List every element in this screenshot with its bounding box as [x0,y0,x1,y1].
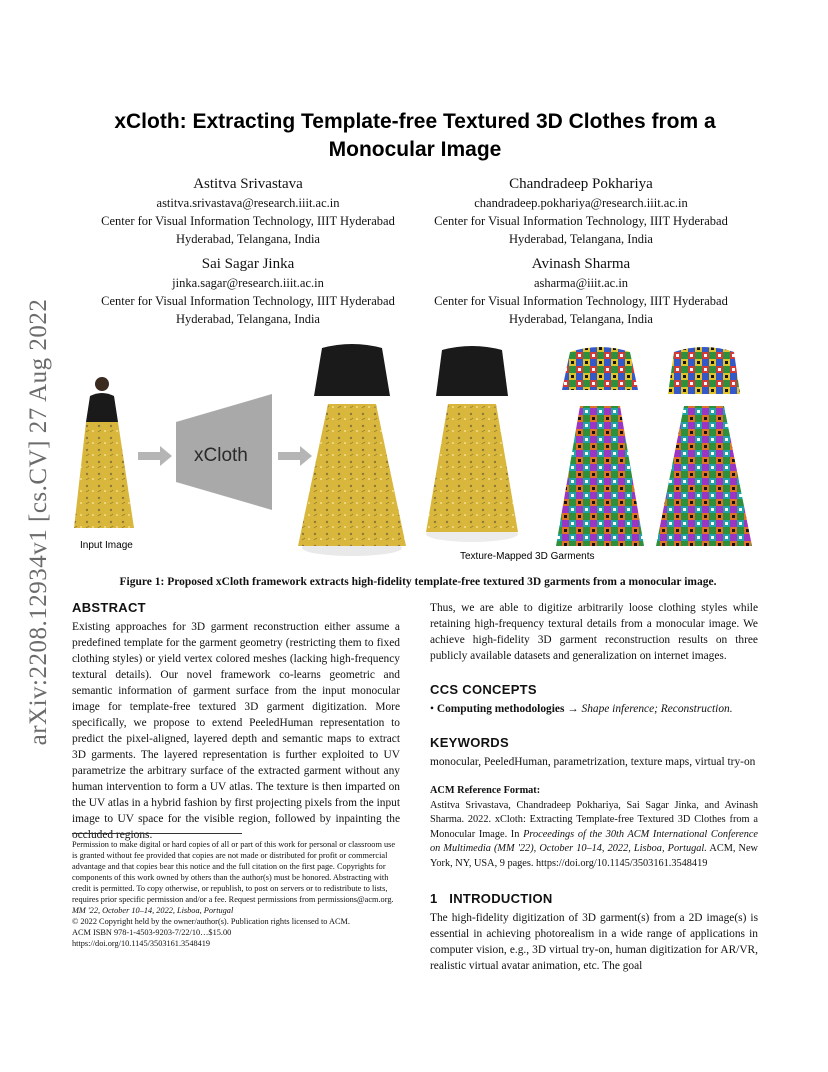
input-image [74,377,134,528]
arxiv-sidebar [27,282,51,762]
left-column [72,600,400,843]
input-image-label: Input Image [80,540,133,551]
author-affiliation: Center for Visual Information Technology, IIIT Hyderabad [434,214,728,228]
ccs-arrow: → [567,703,579,715]
reference-proceedings: Proceedings of the 30th ACM International Conference on Multimedia (MM '22), October 10–14, 2022, Lisboa, Portugal. [430,828,759,854]
conference-venue: MM '22, October 10–14, 2022, Lisboa, Portugal [72,906,234,915]
author-name: Sai Sagar Jinka [201,256,295,272]
garment-render-back [426,346,518,542]
author-affiliation: Center for Visual Information Technology, IIIT Hyderabad [101,214,395,228]
keywords-heading: KEYWORDS [430,735,509,750]
permission-block [72,839,400,949]
arxiv-identifier: arXiv:2208.12934v1 [cs.CV] 27 Aug 2022 [25,298,52,746]
section-number: 1 [430,891,438,906]
paper-title [60,108,770,164]
garment-render-front [298,344,406,556]
author-block-1 [78,174,418,248]
copyright-notice: © 2022 Copyright held by the owner/author(s). Publication rights licensed to ACM. [72,917,350,926]
introduction-text: The high-fidelity digitization of 3D garment(s) from a 2D image(s) is essential in achieving photorealism in a wide range of applications in computer vision, e.g., 3D virtual try-on, human digitization for AR/VR, realistic virtual avatar animation, etc. The goal [430,912,758,972]
arrow-icon [278,446,312,466]
author-email[interactable]: astitva.srivastava@research.iiit.ac.in [156,196,340,210]
isbn: ACM ISBN 978-1-4503-9203-7/22/10…$15.00 [72,928,232,937]
arrow-icon [138,446,172,466]
ccs-concepts [430,701,758,717]
ccs-category: Computing methodologies [436,703,565,715]
author-email[interactable]: chandradeep.pokhariya@research.iiit.ac.in [474,196,688,210]
author-location: Hyderabad, Telangana, India [509,312,653,326]
texture-mapped-garment-1 [556,347,644,546]
acm-reference [430,784,758,871]
right-column [430,600,758,974]
author-location: Hyderabad, Telangana, India [176,312,320,326]
introduction-heading [430,891,758,906]
section-title: INTRODUCTION [449,891,553,906]
ccs-bullet: • [430,703,434,715]
author-affiliation: Center for Visual Information Technology, IIIT Hyderabad [434,294,728,308]
reference-tail: ACM, New York, NY, USA, 9 pages. https://doi.org/10.1145/3503161.3548419 [430,843,758,869]
author-location: Hyderabad, Telangana, India [509,232,653,246]
author-name: Avinash Sharma [531,256,631,272]
author-name: Chandradeep Pokhariya [509,176,653,192]
author-block-2 [411,174,751,248]
figure-caption: Figure 1: Proposed xCloth framework extracts high-fidelity template-free textured 3D garments from a monocular image. [119,576,717,588]
teaser-figure-graphic [72,338,762,566]
teaser-figure [72,338,762,566]
title-line-1: xCloth: Extracting Template-free Textured 3D Clothes from a [114,110,716,133]
reference-heading: ACM Reference Format: [430,785,541,796]
keywords-text: monocular, PeeledHuman, parametrization, texture maps, virtual try-on [430,756,756,768]
title-line-2: Monocular Image [328,138,502,161]
author-email[interactable]: asharma@iiit.ac.in [533,276,629,290]
ccs-terms: Shape inference; Reconstruction. [581,703,733,715]
footnote-rule [72,833,242,834]
doi-link[interactable]: https://doi.org/10.1145/3503161.3548419 [72,939,211,948]
author-location: Hyderabad, Telangana, India [176,232,320,246]
author-block-3 [78,254,418,328]
texture-mapped-garment-2 [656,347,752,546]
ccs-heading: CCS CONCEPTS [430,682,537,697]
network-label: xCloth [194,445,248,466]
author-block-4 [411,254,751,328]
abstract-continuation: Thus, we are able to digitize arbitrarily loose clothing styles while retaining high-frequency textural details from a monocular image. We achieve high-fidelity 3D garment reconstruction results on three publicly available datasets and generalization on internet images. [430,602,758,662]
abstract-text: Existing approaches for 3D garment reconstruction either assume a predefined template for the garment geometry (restricting them to fixed clothing styles) or yield vertex colored meshes (lacking high-frequency textural details). Our novel framework co-learns geometric and semantic information of garment surface from the input monocular image for template-free textured 3D garment digitization. More specifically, we propose to extend PeeledHuman representation to predict the pixel-aligned, layered depth and semantic maps to extract 3D garments. The layered representation is further exploited to UV parametrize the arbitrary surface of the extracted garment without any human intervention to form a UV atlas. The texture is then imparted on the UV atlas in a hybrid fashion by first projecting pixels from the input image to UV space for the visible region, followed by inpainting the occluded regions. [72,621,400,841]
permission-text: Permission to make digital or hard copies of all or part of this work for personal or classroom use is granted without fee provided that copies are not made or distributed for profit or commercial advantage and that copies bear this notice and the full citation on the first page. Copyrights for components of this work owned by others than the author(s) must be honored. Abstracting with credit is permitted. To copy otherwise, or republish, to post on servers or to redistribute to lists, requires prior specific permission and/or a fee. Request permissions from permissions@acm.org. [72,840,396,904]
author-email[interactable]: jinka.sagar@research.iiit.ac.in [172,276,324,290]
author-name: Astitva Srivastava [193,176,303,192]
output-label: Texture-Mapped 3D Garments [460,551,595,562]
reference-authors: Astitva Srivastava, Chandradeep Pokhariya, Sai Sagar Jinka, and Avinash Sharma. 2022. xCloth: Extracting Template-free Textured 3D Clothes from a Monocular Image. In [430,799,758,840]
author-affiliation: Center for Visual Information Technology, IIIT Hyderabad [101,294,395,308]
abstract-heading: ABSTRACT [72,600,146,615]
